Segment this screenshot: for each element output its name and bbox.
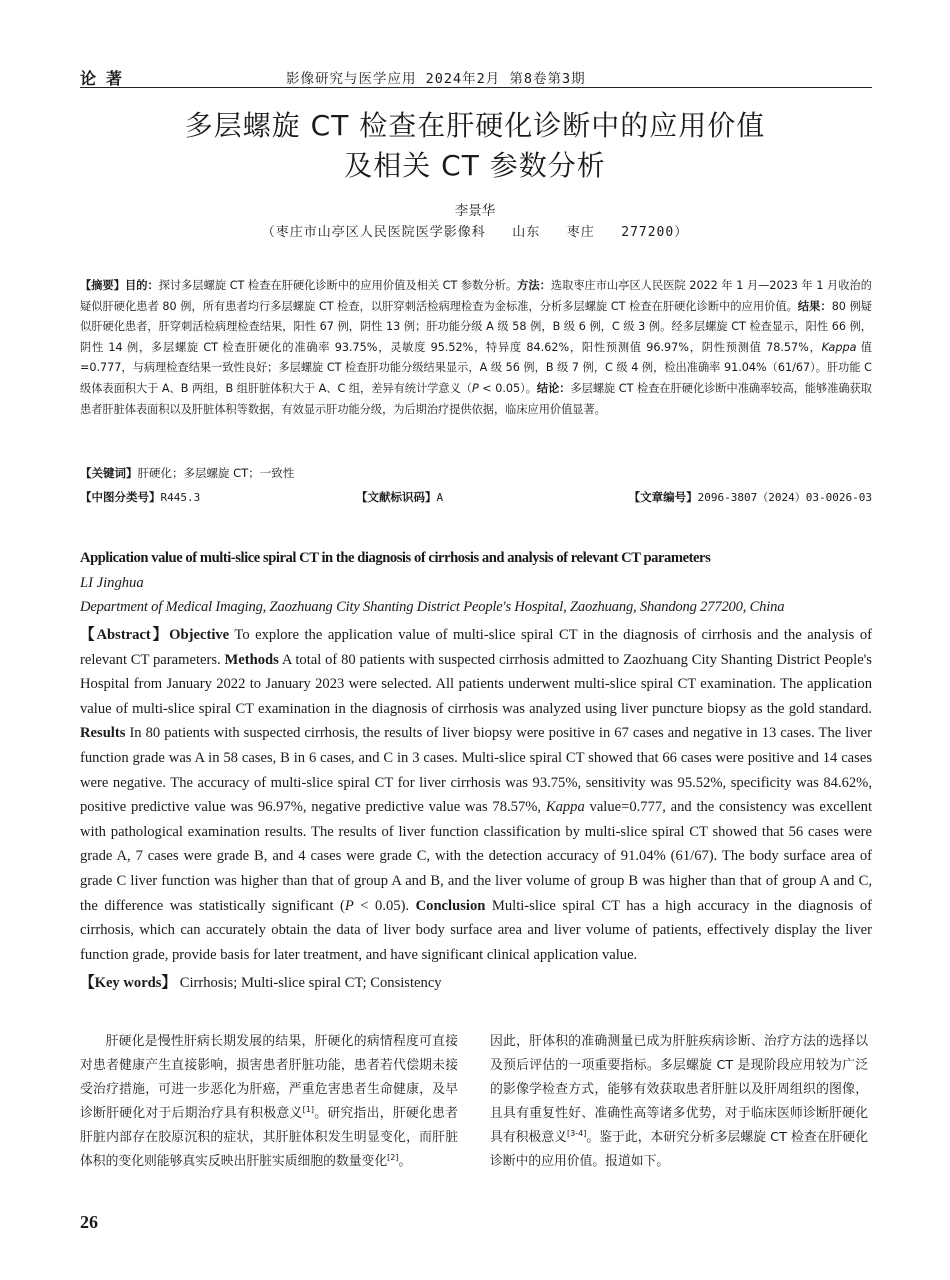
section-label: 论著 (80, 69, 133, 88)
body-text-right-b: 。鉴于此，本研究分析多层螺旋 CT 检查在肝硬化诊断中的应用价值。报道如下。 (490, 1130, 869, 1169)
citation-2: [2] (387, 1153, 399, 1162)
objective-text: 探讨多层螺旋 CT 检查在肝硬化诊断中的应用价值及相关 CT 参数分析。 (158, 279, 518, 292)
methods-text: 选取枣庄市山亭区人民医院 2022 年 1 月—2023 年 1 月收治的疑似肝硬化患者 80 例，所有患者均行多层螺旋 CT 检查，以肝穿刺活检病理检查为金标准，分析多层螺旋 CT 检查在肝硬化诊断中的应用价值。 (80, 279, 872, 313)
en-results-text-b: value=0.777, and the consistency was excellent with pathological examination results. The results of liver function classification by multi-slice spiral CT showed that 56 cases were grade A, 7 cases were grade B, and 4 cases were grade C, with the detection accuracy of 91.04% (61/67). The body surface area of grade C liver function was higher than that of group A and B, and the liver volume of group B was higher than that of group A and C, the difference was statistically significant ( (80, 799, 873, 914)
keywords-label: 【关键词】 (80, 466, 138, 480)
body-column-left (80, 1030, 458, 1174)
article-value: 2096-3807（2024）03-0026-03 (697, 491, 872, 504)
abstract-label: 【摘要】 (80, 279, 125, 292)
kappa-symbol: Kappa (821, 340, 857, 354)
conclusion-label: 结论： (536, 381, 571, 395)
classification-row (80, 489, 872, 509)
body-text-left-c: 。 (398, 1154, 412, 1169)
methods-label: 方法： (517, 279, 551, 292)
journal-info: 影像研究与医学应用 2024年2月 第8卷第3期 (286, 71, 586, 87)
results-text-a: 80 例疑似肝硬化患者，肝穿刺活检病理检查结果，阳性 67 例，阴性 13 例；肝功能分级 A 级 58 例，B 级 6 例，C 级 3 例。经多层螺旋 CT 检查显示，阳性 66 例，阴性 14 例，多层螺旋 CT 检查肝硬化的准确率 93.75%，灵敏度 95.52%，特异度 84.62%，阳性预测值 96.97%，阴性预测值 78.57%， (80, 299, 872, 354)
en-keywords-value: Cirrhosis; Multi-slice spiral CT; Consistency (176, 975, 442, 991)
chinese-keywords (80, 465, 872, 481)
affiliation: （枣庄市山亭区人民医院医学影像科 山东 枣庄 277200） (261, 225, 689, 240)
paper-title (60, 106, 890, 186)
en-p-symbol: P (344, 897, 354, 914)
en-conclusion-text: Multi-slice spiral CT has a high accuracy in the diagnosis of cirrhosis, which can accurately obtain the data of liver body surface area and liver volume of patients, effectively display the liver function grade, provide basis for later treatment, and have significant clinical application value. (80, 897, 872, 963)
en-results-text-a: In 80 patients with suspected cirrhosis, the results of liver biopsy were positive in 67 cases and negative in 13 cases. The liver function grade was A in 58 cases, B in 6 cases, and C in 3 cases. Multi-slice spiral CT showed that 66 cases were positive and 14 cases were negative. The accuracy of multi-slice spiral CT for liver cirrhosis was 93.75%, sensitivity was 95.52%, specificity was 84.62%, positive predictive value was 96.97%, negative predictive value was 78.57%, (80, 725, 872, 816)
en-abstract-label: 【Abstract】 (80, 627, 170, 643)
objective-label: 目的： (124, 279, 159, 292)
en-results-label: Results (80, 725, 126, 742)
english-author: LI Jinghua (80, 575, 144, 591)
doc-label: 【文献标识码】 (356, 490, 437, 504)
author: 李景华 (454, 203, 496, 219)
english-abstract (80, 623, 872, 967)
results-label: 结果： (797, 299, 832, 313)
conclusion-text: 多层螺旋 CT 检查在肝硬化诊断中准确率较高，能够准确获取患者肝脏体表面积以及肝脏体积等数据，有效显示肝功能分级，为后期治疗提供依据，临床应用价值显著。 (80, 381, 872, 416)
clc-value: R445.3 (160, 491, 201, 504)
title-line-2: 及相关 CT 参数分析 (344, 149, 606, 182)
running-header (80, 64, 872, 88)
body-text-left-a: 肝硬化是慢性肝病长期发展的结果，肝硬化的病情程度可直接对患者健康产生直接影响，损害患者肝脏功能，患者若代偿期未接受治疗措施，可进一步恶化为肝癌，严重危害患者生命健康，及早诊断肝硬化对于后期治疗具有积极意义 (80, 1034, 458, 1121)
en-objective-label: Objective (169, 627, 230, 643)
doc-value: A (436, 491, 444, 504)
body-text-right-a: 因此，肝体积的准确测量已成为肝脏疾病诊断、治疗方法的选择以及预后评估的一项重要指标。多层螺旋 CT 是现阶段应用较为广泛的影像学检查方式，能够有效获取患者肝脏以及肝周组织的图像，且具有重复性好、准确性高等诸多优势，对于临床医师诊断肝硬化具有积极意义 (490, 1034, 868, 1145)
results-text-c: < 0.05）。 (478, 381, 537, 395)
clc-number (80, 489, 200, 505)
p-symbol: P (471, 381, 479, 395)
citation-1: [1] (302, 1105, 314, 1114)
en-objective-text: To explore the application value of multi-slice spiral CT in the diagnosis of cirrhosis and the analysis of relevant CT parameters. (80, 627, 872, 668)
page-number: 26 (80, 1212, 98, 1232)
results-text-b: 值 =0.777，与病理检查结果一致性良好；多层螺旋 CT 检查肝功能分级结果显示，A 级 56 例，B 级 7 例，C 级 4 例，检出准确率 91.04%（61/67）。肝功能 C 级体表面积大于 A、B 两组，B 组肝脏体积大于 A、C 组，差异有统计学意义（ (80, 340, 872, 395)
english-title: Application value of multi-slice spiral CT in the diagnosis of cirrhosis and analysis of relevant CT parameters (80, 550, 711, 566)
title-line-1: 多层螺旋 CT 检查在肝硬化诊断中的应用价值 (184, 109, 766, 142)
en-methods-label: Methods (224, 651, 279, 668)
keywords-value: 肝硬化；多层螺旋 CT；一致性 (137, 466, 295, 480)
english-affiliation: Department of Medical Imaging, Zaozhuang City Shanting District People's Hospital, Zaozhuang, Shandong 277200, China (80, 599, 785, 615)
en-keywords-label: 【Key words】 (80, 975, 177, 991)
clc-label: 【中图分类号】 (80, 490, 161, 504)
en-conclusion-label: Conclusion (415, 897, 486, 914)
en-methods-text: A total of 80 patients with suspected cirrhosis admitted to Zaozhuang City Shanting District People's Hospital from January 2022 to January 2023 were selected. All patients underwent multi-slice spiral CT examination. The application value of multi-slice spiral CT examination in the diagnosis of cirrhosis was analyzed using liver puncture biopsy as the gold standard. (80, 651, 872, 717)
en-results-text-c: < 0.05). (353, 897, 416, 914)
body-column-right (490, 1030, 868, 1174)
article-label: 【文章编号】 (628, 490, 698, 504)
en-kappa-symbol: Kappa (545, 799, 585, 816)
chinese-abstract (80, 276, 872, 420)
document-code (356, 489, 443, 505)
body-text-left-b: 。研究指出，肝硬化患者肝脏内部存在胶原沉积的症状，其肝脏体积发生明显变化，而肝脏体积的变化则能够真实反映出肝脏实质细胞的数量变化 (80, 1106, 459, 1169)
article-number (629, 489, 872, 505)
citation-3-4: [3-4] (567, 1129, 587, 1138)
english-keywords (80, 971, 872, 992)
